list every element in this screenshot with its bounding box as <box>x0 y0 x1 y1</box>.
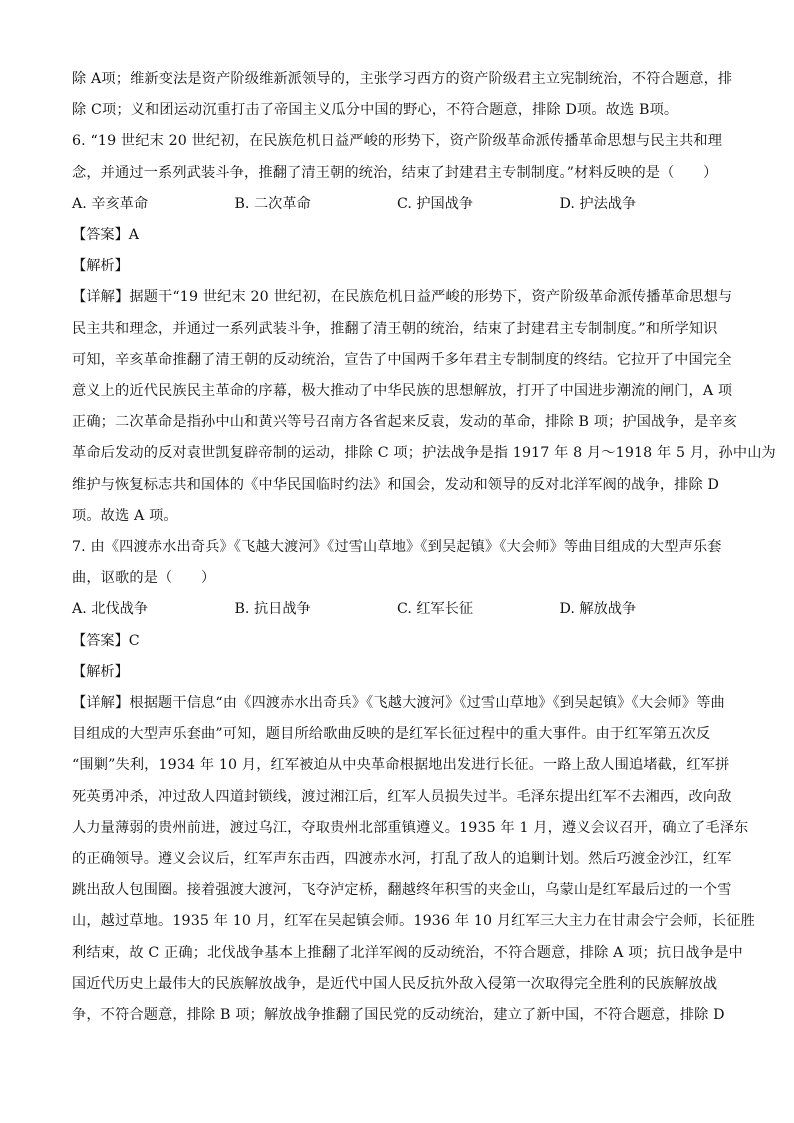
answer-label: 【答案】A <box>72 227 139 244</box>
text-line: 除 A项；维新变法是资产阶级维新派领导的，主张学习西方的资产阶级君主立宪制统治，不符合题意，排 <box>72 71 733 87</box>
option-d: D. 解放战争 <box>559 601 637 618</box>
detail-line: 【详解】据题干“19 世纪末 20 世纪初，在民族危机日益严峻的形势下，资产阶级革命派传播革命思想与 <box>72 289 733 306</box>
detail-line: 国近代历史上最伟大的民族解放战争，是近代中国人民反抗外敌入侵第一次取得完全胜利的民族解放战 <box>72 975 718 992</box>
option-a: A. 北伐战争 <box>72 601 149 618</box>
option-a: A. 辛亥革命 <box>72 195 149 212</box>
intro-paragraph <box>72 64 733 126</box>
detail-line: “围剿”失利，1934 年 10 月，红军被迫从中央革命根据地出发进行长征。一路上敌人围追堵截，红军拼 <box>72 757 730 774</box>
text-line: 除 C项；义和团运动沉重打击了帝国主义瓜分中国的野心，不符合题意，排除 D项。故选 B项。 <box>72 102 679 119</box>
detail-line: 革命后发动的反对袁世凯复辟帝制的运动，排除 C 项；护法战争是指 1917 年 8 月～1918 年 5 月，孙中山为 <box>72 445 776 462</box>
question-6 <box>72 126 776 532</box>
detail-line: 跳出敌人包围圈。接着强渡大渡河，飞夺泸定桥，翻越终年积雪的夹金山，乌蒙山是红军最后过的一个雪 <box>72 882 732 899</box>
detail-line: 项。故选 A 项。 <box>72 507 178 524</box>
option-c: C. 护国战争 <box>397 195 474 212</box>
option-b: B. 二次革命 <box>234 195 311 212</box>
detail-line: 死英勇冲杀，冲过敌人四道封锁线，渡过湘江后，红军人员损失过半。毛泽东提出红军不去湘西，改向敌 <box>72 788 732 805</box>
question-stem: 7. 由《四渡赤水出奇兵》《飞越大渡河》《过雪山草地》《到吴起镇》《大会师》等曲目组成的大型声乐套 <box>72 539 722 556</box>
detail-line: 利结束，故 C 正确；北伐战争基本上推翻了北洋军阀的反动统治，不符合题意，排除 A 项；抗日战争是中 <box>72 944 743 961</box>
analysis-label: 【解析】 <box>72 258 129 275</box>
detail-line: 目组成的大型声乐套曲”可知，题目所给歌曲反映的是红军长征过程中的重大事件。由于红军第五次反 <box>72 726 711 743</box>
document-page <box>72 64 776 1031</box>
detail-line: 人力量薄弱的贵州前进，渡过乌江，夺取贵州北部重镇遵义。1935 年 1 月，遵义会议召开，确立了毛泽东 <box>72 819 749 836</box>
detail-line: 的正确领导。遵义会议后，红军声东击西，四渡赤水河，打乱了敌人的追剿计划。然后巧渡金沙江，红军 <box>72 851 732 868</box>
detail-line: 【详解】根据题干信息“由《四渡赤水出奇兵》《飞越大渡河》《过雪山草地》《到吴起镇》《大会师》等曲 <box>72 695 725 712</box>
detail-line: 民主共和理念，并通过一系列武装斗争，推翻了清王朝的统治，结束了封建君主专制制度。”和所学知识 <box>72 320 718 337</box>
detail-line: 山，越过草地。1935 年 10 月，红军在吴起镇会师。1936 年 10 月红军三大主力在甘肃会宁会师，长征胜 <box>72 913 755 930</box>
option-b: B. 抗日战争 <box>234 601 311 618</box>
detail-line: 争，不符合题意，排除 B 项；解放战争推翻了国民党的反动统治，建立了新中国，不符合题意，排除 D <box>72 1007 725 1024</box>
options-row <box>72 189 722 220</box>
options-row <box>72 594 722 625</box>
question-stem: 曲，讴歌的是（ ） <box>72 570 216 587</box>
detail-line: 可知，辛亥革命推翻了清王朝的反动统治，宣告了中国两千多年君主专制制度的终结。它拉开了中国完全 <box>72 351 732 368</box>
question-stem: 6. “19 世纪末 20 世纪初，在民族危机日益严峻的形势下，资产阶级革命派传播革命思想与民主共和理 <box>72 133 723 150</box>
detail-line: 维护与恢复标志共和国体的《中华民国临时约法》和国会，发动和领导的反对北洋军阀的战争，排除 D <box>72 476 720 493</box>
question-7 <box>72 532 755 1031</box>
option-d: D. 护法战争 <box>559 195 637 212</box>
option-c: C. 红军长征 <box>397 601 474 618</box>
detail-line: 意义上的近代民族民主革命的序幕，极大推动了中华民族的思想解放，打开了中国进步潮流的闸门，A 项 <box>72 383 733 400</box>
question-stem: 念，并通过一系列武装斗争，推翻了清王朝的统治，结束了封建君主专制制度。”材料反映的是（ ） <box>72 164 718 181</box>
answer-label: 【答案】C <box>72 632 140 649</box>
detail-line: 正确；二次革命是指孙中山和黄兴等号召南方各省起来反袁，发动的革命，排除 B 项；护国战争，是辛亥 <box>72 414 738 431</box>
analysis-label: 【解析】 <box>72 663 129 680</box>
